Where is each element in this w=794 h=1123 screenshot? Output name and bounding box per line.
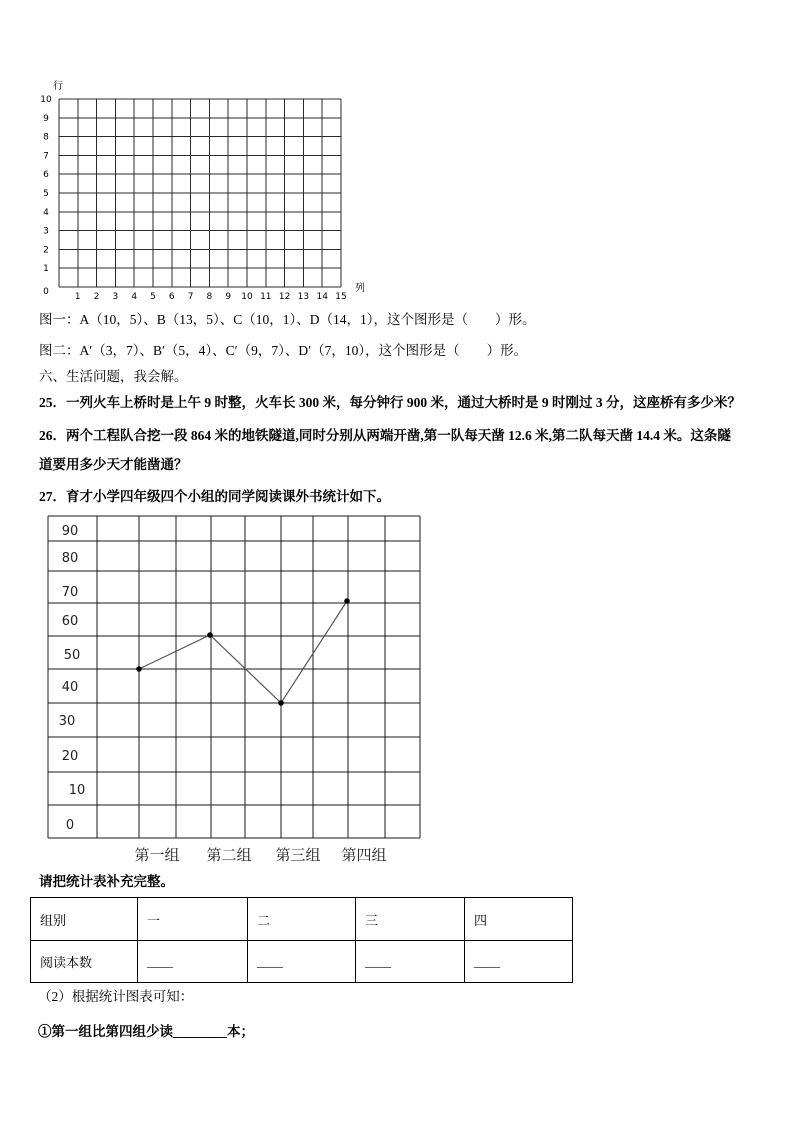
column-tick-label: 9	[225, 292, 232, 302]
row-tick-label: 5	[43, 189, 49, 199]
answer-blank-2: ____	[248, 941, 356, 983]
column-tick-label: 1	[74, 292, 81, 302]
row-tick-label: 10	[40, 95, 52, 105]
y-tick-label: 0	[65, 818, 75, 833]
y-tick-label: 40	[61, 680, 79, 695]
y-tick-label: 90	[61, 524, 79, 539]
question-26-line-2: 道要用多少天才能凿通？	[39, 457, 188, 472]
y-tick-label: 60	[61, 614, 79, 629]
data-point-2	[207, 632, 213, 638]
y-tick-label: 50	[63, 648, 81, 663]
data-point-4	[344, 598, 350, 604]
reading-line-chart	[0, 505, 440, 875]
figure2-question: 图二：A′（3，7）、B′（5，4）、C′（9，7）、D′（7，10），这个图形是（ ）形。	[39, 343, 528, 358]
row-tick-label: 7	[43, 151, 49, 162]
row-axis-label: 行	[53, 81, 63, 92]
coordinate-grid	[0, 70, 380, 310]
answer-blank-3: ____	[356, 941, 465, 983]
table-data-row	[31, 941, 573, 983]
y-tick-label: 70	[61, 585, 79, 600]
coordinate-grid-labels	[40, 95, 346, 302]
answer-blank-1: ____	[138, 941, 248, 983]
answer-blank-4: ____	[465, 941, 573, 983]
figure1-question: 图一：A（10，5）、B（13，5）、C（10，1）、D（14，1），这个图形是（ ）形。	[39, 312, 536, 327]
column-tick-label: 10	[241, 292, 253, 302]
part2-heading: （2）根据统计图表可知：	[38, 989, 194, 1004]
reading-stat-table	[30, 897, 573, 983]
column-tick-label: 2	[93, 292, 100, 302]
row-tick-label: 8	[43, 132, 49, 143]
y-tick-label: 80	[61, 551, 79, 566]
question-27: 27．育才小学四年级四个小组的同学阅读课外书统计如下。	[39, 489, 390, 504]
row-tick-label: 6	[43, 170, 49, 181]
category-label: 第二组	[206, 846, 252, 864]
column-tick-label: 4	[131, 292, 138, 302]
coordinate-grid-lines	[59, 99, 341, 287]
row-tick-label: 1	[43, 264, 49, 275]
series-line	[139, 601, 347, 703]
table-header-cell-group: 组别	[31, 898, 138, 941]
column-tick-label: 12	[278, 292, 291, 302]
table-header-row	[31, 898, 573, 941]
chart-marks	[59, 524, 387, 864]
column-tick-label: 5	[150, 292, 156, 302]
row-tick-label: 3	[43, 226, 49, 237]
column-tick-label: 11	[260, 292, 272, 302]
column-tick-label: 14	[316, 292, 328, 302]
question-25: 25．一列火车上桥时是上午 9 时整，火车长 300 米，每分钟行 900 米，通过大桥时是 9 时刚过 3 分，这座桥有多少米？	[39, 395, 741, 410]
data-point-1	[136, 666, 142, 672]
row-tick-label: 9	[43, 113, 49, 124]
column-axis-label: 列	[355, 283, 365, 294]
column-tick-label: 3	[112, 292, 119, 302]
question-26-line-1: 26．两个工程队合挖一段 864 米的地铁隧道,同时分别从两端开凿,第一队每天凿 12.6 米,第二队每天凿 14.4 米。这条隧	[39, 428, 731, 443]
chart-grid	[48, 516, 420, 838]
row-tick-label: 0	[43, 287, 49, 297]
column-tick-label: 13	[297, 292, 310, 302]
category-label: 第一组	[134, 846, 180, 864]
category-label: 第三组	[275, 846, 321, 864]
data-point-3	[278, 700, 284, 706]
table-header-cell-2: 二	[248, 898, 356, 941]
y-tick-label: 20	[61, 749, 79, 764]
row-tick-label: 2	[43, 245, 49, 256]
table-header-cell-4: 四	[465, 898, 573, 941]
column-tick-label: 7	[187, 292, 194, 302]
category-label: 第四组	[341, 846, 387, 864]
row-tick-label: 4	[43, 207, 49, 218]
column-tick-label: 8	[206, 292, 213, 302]
table-row-label: 阅读本数	[31, 941, 138, 983]
y-tick-label: 30	[58, 714, 76, 729]
section-heading: 六、生活问题，我会解。	[39, 369, 188, 384]
table-header-cell-3: 三	[356, 898, 465, 941]
table-prompt: 请把统计表补充完整。	[39, 874, 174, 889]
part2-item-1: ①第一组比第四组少读________本；	[38, 1024, 254, 1039]
y-tick-label: 10	[68, 783, 86, 798]
column-tick-label: 6	[168, 292, 175, 302]
table-header-cell-1: 一	[138, 898, 248, 941]
column-tick-label: 15	[335, 292, 347, 302]
